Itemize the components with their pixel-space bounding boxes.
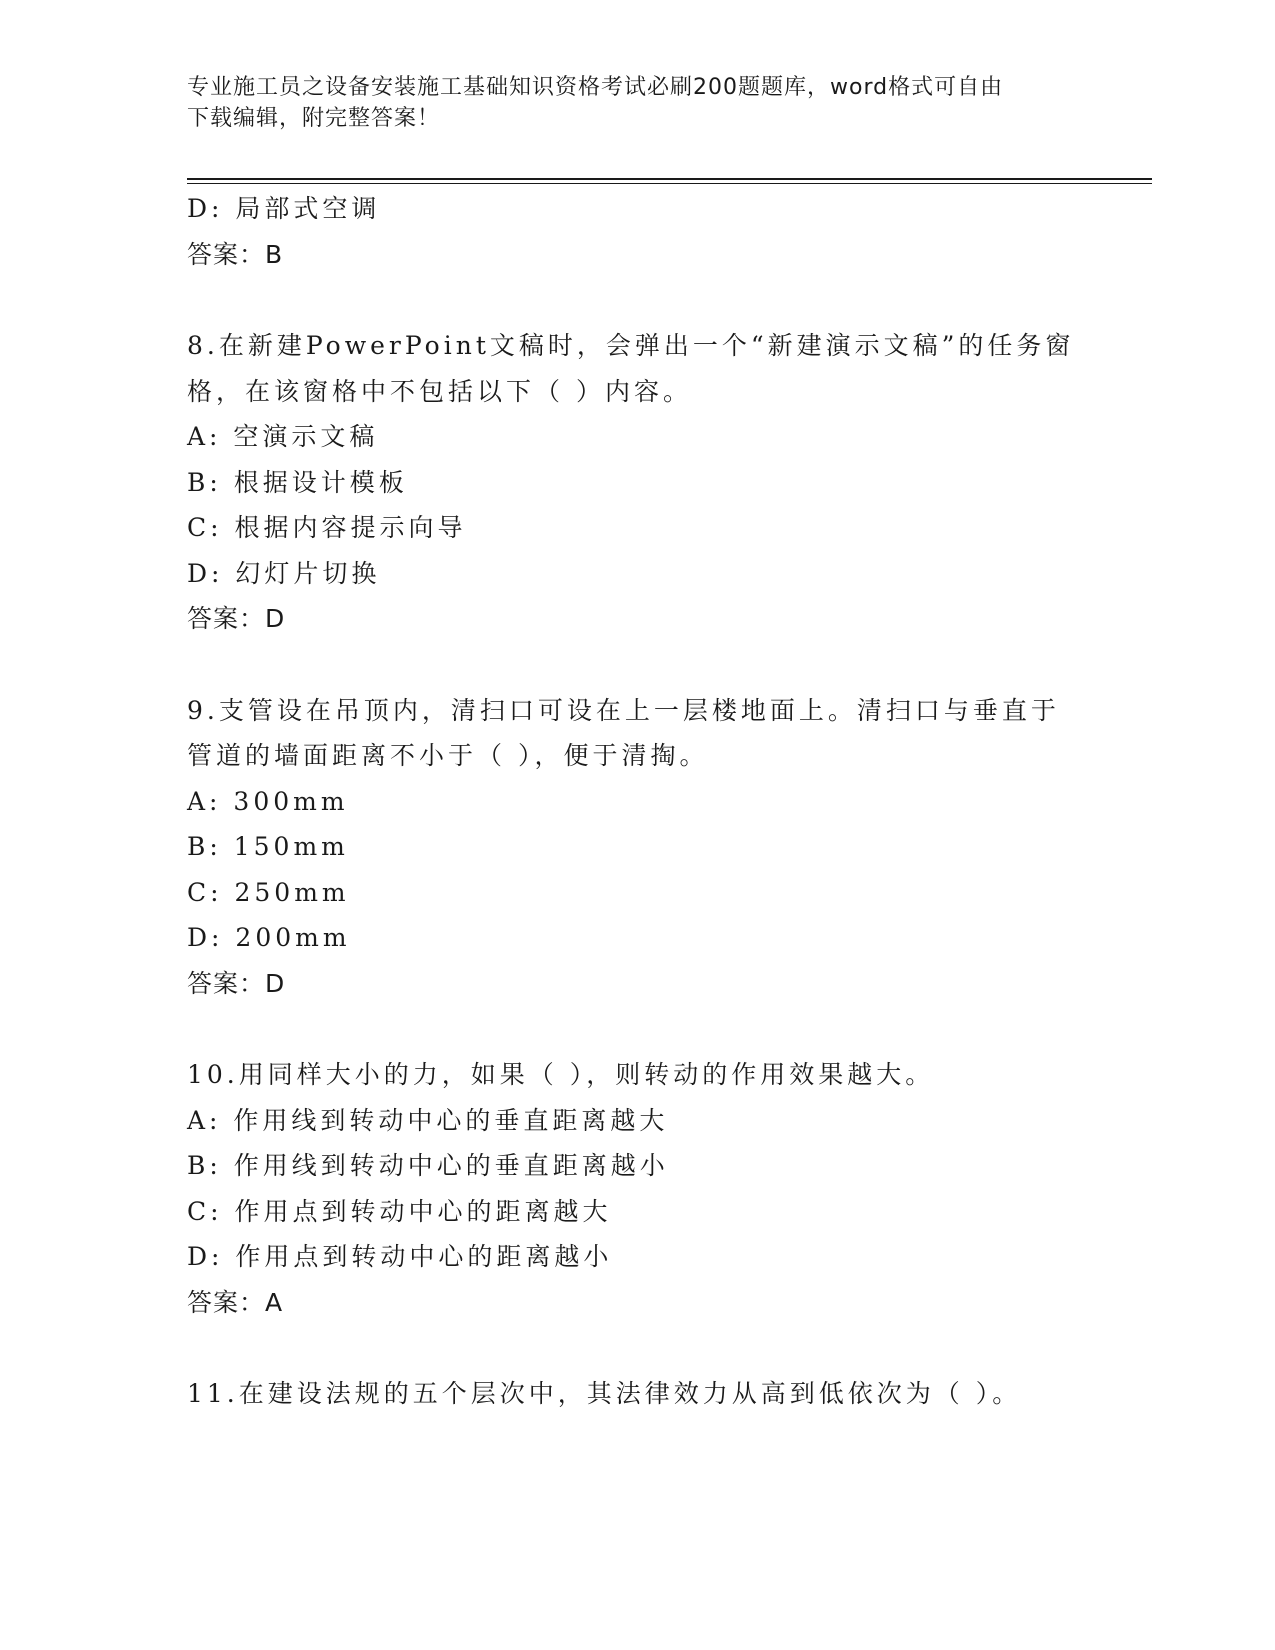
question-block-7 bbox=[187, 186, 1137, 277]
question-text: 格，在该窗格中不包括以下（ ）内容。 bbox=[187, 376, 692, 406]
block-spacer bbox=[187, 642, 1137, 688]
question-block-10 bbox=[187, 1052, 1137, 1325]
question-block-9 bbox=[187, 688, 1137, 1007]
option-c: C: 作用点到转动中心的距离越大 bbox=[187, 1196, 612, 1226]
option-b: B: 150mm bbox=[187, 832, 349, 861]
question-block-11 bbox=[187, 1371, 1137, 1417]
option-a: A: 作用线到转动中心的垂直距离越大 bbox=[187, 1105, 669, 1135]
question-list bbox=[187, 186, 1137, 1417]
option-c: C: 250mm bbox=[187, 877, 350, 907]
option-d: D: 幻灯片切换 bbox=[187, 558, 381, 588]
answer-line: 答案：D bbox=[187, 604, 286, 633]
answer-line: 答案：A bbox=[187, 1287, 284, 1317]
question-text: 8.在新建PowerPoint文稿时，会弹出一个“新建演示文稿”的任务窗 bbox=[187, 331, 1075, 360]
question-text: 9.支管设在吊顶内，清扫口可设在上一层楼地面上。清扫口与垂直于 bbox=[187, 695, 1060, 725]
question-text: 11.在建设法规的五个层次中，其法律效力从高到低依次为（ ）。 bbox=[187, 1379, 1022, 1408]
question-block-8 bbox=[187, 323, 1137, 642]
option-a: A: 空演示文稿 bbox=[187, 422, 379, 451]
header-line-1: 专业施工员之设备安装施工基础知识资格考试必刷200题题库，word格式可自由 bbox=[187, 75, 1004, 100]
block-spacer bbox=[187, 1006, 1137, 1052]
block-spacer bbox=[187, 277, 1137, 323]
option-a: A: 300mm bbox=[187, 786, 349, 816]
header-line-2: 下载编辑，附完整答案！ bbox=[187, 106, 441, 131]
document-header bbox=[187, 72, 1087, 134]
question-text: 10.用同样大小的力，如果（ ），则转动的作用效果越大。 bbox=[187, 1060, 935, 1089]
question-text: 管道的墙面距离不小于（ ），便于清掏。 bbox=[187, 741, 709, 770]
block-spacer bbox=[187, 1325, 1137, 1371]
answer-line: 答案：D bbox=[187, 968, 286, 998]
option-b: B: 作用线到转动中心的垂直距离越小 bbox=[187, 1151, 669, 1180]
option-d: D: 作用点到转动中心的距离越小 bbox=[187, 1242, 613, 1271]
option-c: C: 根据内容提示向导 bbox=[187, 513, 467, 542]
option-d: D: 200mm bbox=[187, 923, 351, 952]
option-b: B: 根据设计模板 bbox=[187, 467, 408, 497]
option-d: D: 局部式空调 bbox=[187, 194, 381, 223]
header-rule-thick bbox=[187, 178, 1152, 180]
header-rule-thin bbox=[187, 183, 1152, 184]
answer-line: 答案：B bbox=[187, 239, 284, 269]
